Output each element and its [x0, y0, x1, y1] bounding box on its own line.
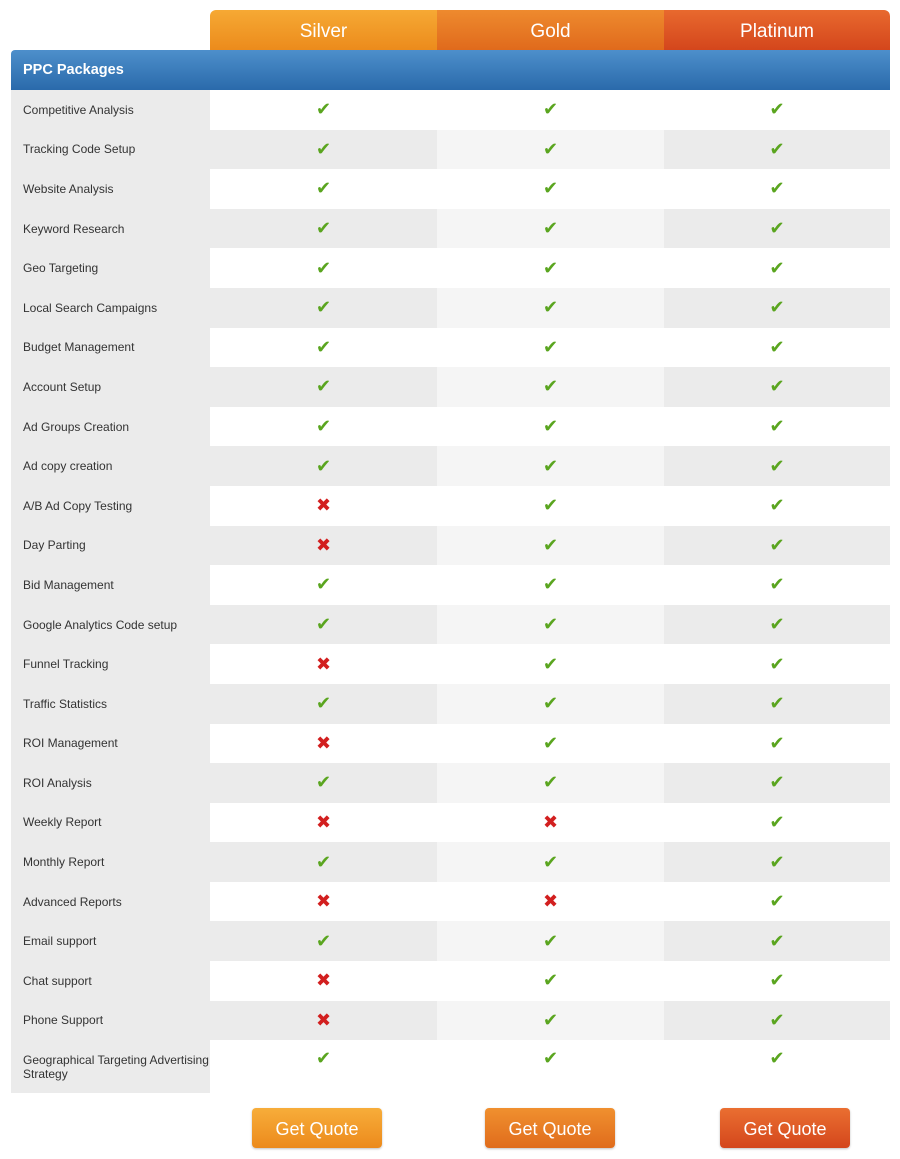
check-icon: ✔ [437, 605, 664, 645]
check-icon: ✔ [664, 407, 890, 447]
feature-label: Google Analytics Code setup [11, 605, 222, 645]
feature-label: Ad copy creation [11, 446, 222, 486]
check-icon: ✔ [664, 684, 890, 724]
feature-label: ROI Analysis [11, 763, 222, 803]
feature-row [11, 169, 890, 209]
check-icon: ✔ [664, 367, 890, 407]
check-icon: ✔ [210, 763, 437, 803]
check-icon: ✔ [437, 328, 664, 368]
feature-label: Geo Targeting [11, 248, 222, 288]
feature-label: ROI Management [11, 724, 222, 764]
feature-row [11, 407, 890, 447]
check-icon: ✔ [210, 288, 437, 328]
check-icon: ✔ [210, 446, 437, 486]
plan-header-silver: Silver [210, 10, 437, 50]
check-icon: ✔ [437, 724, 664, 764]
feature-row [11, 367, 890, 407]
check-icon: ✔ [437, 486, 664, 526]
check-icon: ✔ [664, 605, 890, 645]
cross-icon: ✖ [210, 486, 437, 526]
feature-row [11, 565, 890, 605]
check-icon: ✔ [210, 90, 437, 130]
feature-label: Keyword Research [11, 209, 222, 249]
check-icon: ✔ [210, 1040, 437, 1093]
cross-icon: ✖ [210, 644, 437, 684]
feature-row [11, 882, 890, 922]
feature-row [11, 803, 890, 843]
feature-label: Tracking Code Setup [11, 130, 222, 170]
check-icon: ✔ [210, 169, 437, 209]
feature-row [11, 842, 890, 882]
check-icon: ✔ [210, 842, 437, 882]
check-icon: ✔ [437, 1001, 664, 1041]
check-icon: ✔ [664, 1001, 890, 1041]
feature-row [11, 921, 890, 961]
check-icon: ✔ [664, 328, 890, 368]
feature-label: Chat support [11, 961, 222, 1001]
check-icon: ✔ [210, 367, 437, 407]
check-icon: ✔ [437, 921, 664, 961]
feature-row [11, 526, 890, 566]
feature-label: Email support [11, 921, 222, 961]
cross-icon: ✖ [210, 961, 437, 1001]
get-quote-button-platinum[interactable]: Get Quote [720, 1108, 850, 1148]
check-icon: ✔ [210, 684, 437, 724]
feature-row [11, 763, 890, 803]
check-icon: ✔ [210, 209, 437, 249]
feature-row [11, 684, 890, 724]
cross-icon: ✖ [210, 803, 437, 843]
check-icon: ✔ [664, 486, 890, 526]
plan-header-platinum: Platinum [664, 10, 890, 50]
check-icon: ✔ [664, 803, 890, 843]
check-icon: ✔ [210, 248, 437, 288]
feature-label: Website Analysis [11, 169, 222, 209]
feature-label: Account Setup [11, 367, 222, 407]
check-icon: ✔ [437, 288, 664, 328]
cross-icon: ✖ [437, 803, 664, 843]
check-icon: ✔ [664, 169, 890, 209]
check-icon: ✔ [664, 644, 890, 684]
check-icon: ✔ [664, 1040, 890, 1093]
feature-row [11, 605, 890, 645]
feature-row [11, 1040, 890, 1093]
get-quote-button-silver[interactable]: Get Quote [252, 1108, 382, 1148]
feature-row [11, 961, 890, 1001]
check-icon: ✔ [437, 248, 664, 288]
feature-label: Monthly Report [11, 842, 222, 882]
check-icon: ✔ [664, 446, 890, 486]
feature-label: Bid Management [11, 565, 222, 605]
feature-row [11, 446, 890, 486]
check-icon: ✔ [210, 921, 437, 961]
check-icon: ✔ [437, 526, 664, 566]
check-icon: ✔ [437, 684, 664, 724]
feature-label: Funnel Tracking [11, 644, 222, 684]
check-icon: ✔ [664, 288, 890, 328]
feature-label: Day Parting [11, 526, 222, 566]
check-icon: ✔ [437, 209, 664, 249]
check-icon: ✔ [210, 605, 437, 645]
feature-table [11, 90, 890, 1093]
feature-label: Competitive Analysis [11, 90, 222, 130]
check-icon: ✔ [437, 1040, 664, 1093]
section-header-band [11, 50, 890, 90]
check-icon: ✔ [664, 763, 890, 803]
cross-icon: ✖ [437, 882, 664, 922]
plan-header-gold: Gold [437, 10, 664, 50]
check-icon: ✔ [437, 763, 664, 803]
feature-row [11, 248, 890, 288]
feature-row [11, 724, 890, 764]
check-icon: ✔ [664, 130, 890, 170]
cross-icon: ✖ [210, 1001, 437, 1041]
check-icon: ✔ [437, 407, 664, 447]
feature-label: Weekly Report [11, 803, 222, 843]
feature-label: Traffic Statistics [11, 684, 222, 724]
check-icon: ✔ [664, 248, 890, 288]
feature-row [11, 209, 890, 249]
check-icon: ✔ [664, 90, 890, 130]
check-icon: ✔ [664, 565, 890, 605]
feature-label: Local Search Campaigns [11, 288, 222, 328]
feature-label: Budget Management [11, 328, 222, 368]
feature-row [11, 288, 890, 328]
check-icon: ✔ [210, 328, 437, 368]
feature-label: A/B Ad Copy Testing [11, 486, 222, 526]
cross-icon: ✖ [210, 882, 437, 922]
feature-label: Advanced Reports [11, 882, 222, 922]
check-icon: ✔ [664, 961, 890, 1001]
feature-label: Ad Groups Creation [11, 407, 222, 447]
check-icon: ✔ [664, 921, 890, 961]
check-icon: ✔ [210, 407, 437, 447]
section-title: PPC Packages [23, 62, 124, 78]
check-icon: ✔ [437, 130, 664, 170]
check-icon: ✔ [210, 565, 437, 605]
check-icon: ✔ [664, 209, 890, 249]
cross-icon: ✖ [210, 526, 437, 566]
feature-row [11, 1001, 890, 1041]
cross-icon: ✖ [210, 724, 437, 764]
check-icon: ✔ [437, 961, 664, 1001]
check-icon: ✔ [664, 842, 890, 882]
check-icon: ✔ [664, 724, 890, 764]
feature-row [11, 328, 890, 368]
check-icon: ✔ [210, 130, 437, 170]
feature-row [11, 90, 890, 130]
check-icon: ✔ [437, 446, 664, 486]
check-icon: ✔ [437, 169, 664, 209]
check-icon: ✔ [437, 90, 664, 130]
feature-row [11, 486, 890, 526]
check-icon: ✔ [437, 644, 664, 684]
get-quote-button-gold[interactable]: Get Quote [485, 1108, 615, 1148]
feature-row [11, 644, 890, 684]
feature-label: Geographical Targeting Advertising Strategy [11, 1040, 222, 1093]
check-icon: ✔ [437, 367, 664, 407]
feature-row [11, 130, 890, 170]
feature-label: Phone Support [11, 1001, 222, 1041]
check-icon: ✔ [437, 565, 664, 605]
check-icon: ✔ [437, 842, 664, 882]
check-icon: ✔ [664, 526, 890, 566]
check-icon: ✔ [664, 882, 890, 922]
